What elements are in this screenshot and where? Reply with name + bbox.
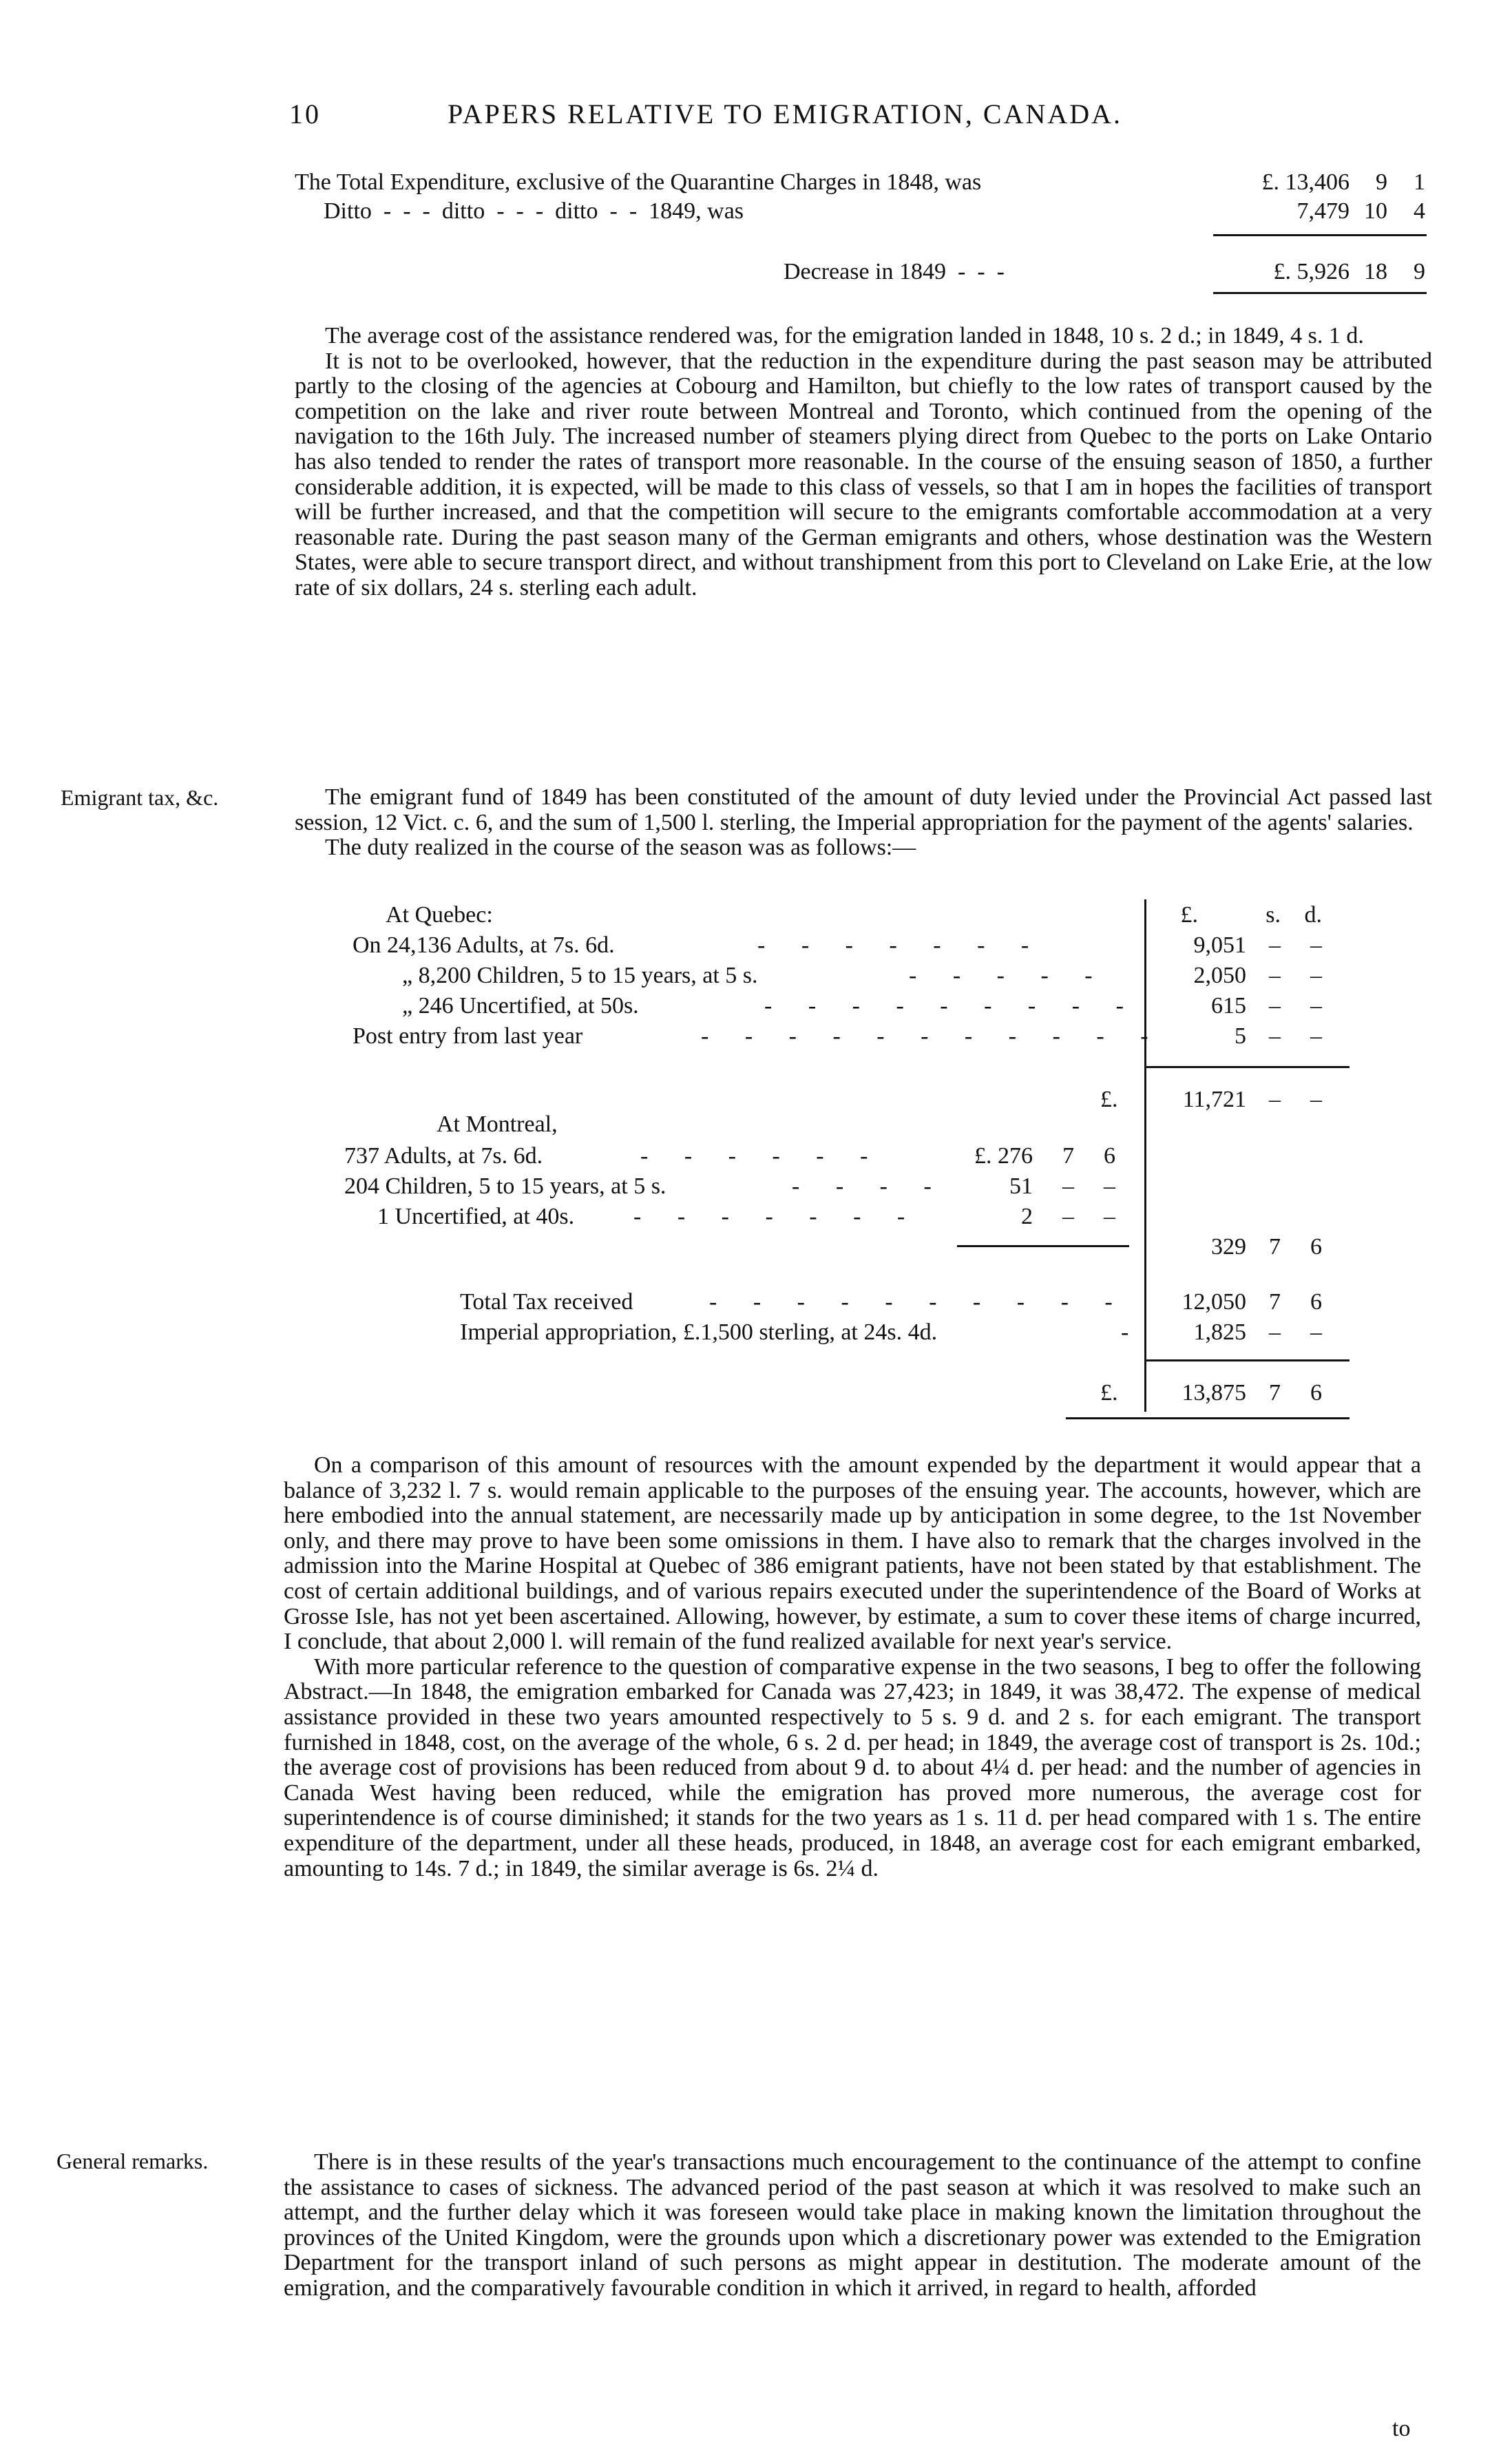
paragraph-average-cost bbox=[295, 324, 1432, 601]
quebec-row-label: „ 8,200 Children, 5 to 15 years, at 5 s. bbox=[402, 963, 758, 988]
montreal-row-shillings: – bbox=[1062, 1173, 1074, 1199]
quebec-total-rule bbox=[1146, 1066, 1350, 1068]
margin-note-emigrant-tax: Emigrant tax, &c. bbox=[61, 785, 219, 810]
decrease-rule bbox=[1213, 292, 1427, 294]
quebec-total-sign: £. bbox=[1100, 1087, 1118, 1112]
total-tax-shillings: 7 bbox=[1269, 1289, 1281, 1315]
grand-total-shillings: 7 bbox=[1269, 1380, 1281, 1406]
catchword: to bbox=[1392, 2416, 1411, 2441]
comparison-text: On a comparison of this amount of resources with the amount expended by the department it would appear that a balance of 3,232 l. 7 s. would remain applicable to the purposes of the ensuing year. The accounts, however, which are here embodied into the annual statement, are necessarily made up by anticipation in some degree, to the 1st November only, and there may prove to have been some omissions in them. I have also to remark that the charges involved in the admission into the Marine Hospital at Quebec of 386 emigrant patients, have not been stated by that establishment. The cost of certain additional buildings, and of various repairs executed under the superintendence of the Board of Works at Grosse Isle, has not yet been ascertained. Allowing, however, by estimate, a sum to cover these items of charge incurred, I conclude, that about 2,000 l. will remain of the fund realized available for next year's service. bbox=[284, 1452, 1421, 1655]
montreal-total-pence: 6 bbox=[1310, 1234, 1322, 1260]
decrease-pence: 9 bbox=[1414, 259, 1425, 284]
grand-total-pence: 6 bbox=[1310, 1380, 1322, 1406]
quebec-total-pence: – bbox=[1310, 1087, 1322, 1112]
leader-dots: - - - - - - - - - bbox=[764, 993, 1139, 1019]
total-tax-pence: 6 bbox=[1310, 1289, 1322, 1315]
quebec-row-pence: – bbox=[1310, 993, 1322, 1019]
general-remarks-text: There is in these results of the year's transactions much encouragement to the continuance of the attempt to confine the assistance to cases of sickness. The advanced period of the past season at which it was resolved to make such an attempt, and the further delay which it was foreseen would take place in making known the limitation throughout the provinces of the United Kingdom, were the grounds upon which a discretionary power was extended to the Emigration Department for the transport inland of such persons as might appear in destitution. The moderate amount of the emigration, and the comparatively favourable condition in which it arrived, in regard to health, afforded bbox=[284, 2149, 1421, 2301]
expenditure-line-2-pence: 4 bbox=[1414, 198, 1425, 224]
imperial-pounds: 1,825 bbox=[1193, 1319, 1246, 1345]
reduction-text: It is not to be overlooked, however, that the reduction in the expenditure during the past season may be attributed partly to the closing of the agencies at Cobourg and Hamilton, but chiefly to the low rates of transport caused by the competition on the lake and river route between Montreal and Toronto, which continued from the opening of the navigation to the 16th July. The increased number of steamers plying direct from Quebec to the ports on Lake Ontario has also tended to render the rates of transport more reasonable. In the course of the ensuing season of 1850, a further considerable addition, it is expected, will be made to this class of vessels, so that I am in hopes the facilities of transport will be further increased, and that the competition will secure to the emigrants comfortable accommodation at a very reasonable rate. During the past season many of the German emigrants and others, whose destination was the Western States, were able to secure transport direct, and without transhipment from this port to Cleveland on Lake Erie, at the low rate of six dollars, 24 s. sterling each adult. bbox=[295, 348, 1432, 601]
abstract-text: With more particular reference to the question of comparative expense in the two seasons, I beg to offer the following Abstract.—In 1848, the emigration embarked for Canada was 27,423; in 1849, it was 38,472. The expense of medical assistance provided in these two years amounted respectively to 5 s. 9 d. and 2 s. for each emigrant. The transport furnished in 1848, cost, on the average of the whole, 6 s. 2 d. per head; in 1849, the average cost of transport is 2s. 10d.; the average cost of provisions has been reduced from about 9 d. to about 4¼ d. per head: and the number of agencies in Canada West having been reduced, while the emigration has proved more numerous, the average cost for superintendence is of course diminished; it stands for the two years as 1 s. 11 d. per head compared with 1 s. The entire expenditure of the department, under all these heads, produced, in 1848, an average cost for each emigrant embarked, amounting to 14s. 7 d.; in 1849, the similar average is 6s. 2¼ d. bbox=[284, 1653, 1421, 1881]
total-tax-pounds: 12,050 bbox=[1182, 1289, 1246, 1315]
montreal-total-pounds: 329 bbox=[1211, 1234, 1246, 1260]
quebec-row-shillings: – bbox=[1269, 993, 1281, 1019]
quebec-total-shillings: – bbox=[1269, 1087, 1281, 1112]
quebec-row-label: Post entry from last year bbox=[353, 1023, 583, 1049]
decrease-label: Decrease in 1849 - - - bbox=[784, 259, 1005, 284]
leader-dots: - - - - - bbox=[909, 963, 1108, 988]
grand-total-sign: £. bbox=[1100, 1380, 1118, 1406]
montreal-row-pence: 6 bbox=[1104, 1143, 1115, 1169]
header-pence: d. bbox=[1304, 902, 1322, 928]
quebec-heading: At Quebec: bbox=[386, 902, 493, 928]
duty-intro-text: The duty realized in the course of the season was as follows:— bbox=[325, 835, 916, 861]
montreal-row-shillings: – bbox=[1062, 1204, 1074, 1229]
montreal-subtotal-rule bbox=[957, 1245, 1129, 1247]
quebec-row-label: On 24,136 Adults, at 7s. 6d. bbox=[353, 932, 615, 958]
leader-dots: - - - - - - - - - - - bbox=[701, 1023, 1164, 1049]
decrease-pounds: £. 5,926 bbox=[1273, 259, 1350, 284]
quebec-row-pounds: 9,051 bbox=[1193, 932, 1246, 958]
montreal-total-shillings: 7 bbox=[1269, 1234, 1281, 1260]
expenditure-line-1-shillings: 9 bbox=[1376, 169, 1387, 195]
imperial-appropriation-label: Imperial appropriation, £.1,500 sterling, at 24s. 4d. bbox=[460, 1319, 938, 1345]
quebec-row-pence: – bbox=[1310, 932, 1322, 958]
leader-dots: - bbox=[1121, 1319, 1129, 1345]
header-pounds: £. bbox=[1180, 902, 1198, 928]
montreal-row-pounds: 2 bbox=[1021, 1204, 1033, 1229]
tax-table-vertical-rule bbox=[1144, 899, 1146, 1412]
leader-dots: - - - - - - bbox=[640, 1143, 883, 1169]
montreal-row-pence: – bbox=[1104, 1204, 1115, 1229]
margin-note-general-remarks: General remarks. bbox=[56, 2149, 209, 2173]
leader-dots: - - - - - - - bbox=[757, 932, 1044, 958]
quebec-row-pounds: 2,050 bbox=[1193, 963, 1246, 988]
paragraph-comparison bbox=[284, 1453, 1421, 1881]
quebec-row-pence: – bbox=[1310, 963, 1322, 988]
quebec-row-pence: – bbox=[1310, 1023, 1322, 1049]
montreal-row-pounds: 51 bbox=[1009, 1173, 1033, 1199]
header-shillings: s. bbox=[1266, 902, 1281, 928]
page-number: 10 bbox=[289, 98, 321, 129]
quebec-row-label: „ 246 Uncertified, at 50s. bbox=[402, 993, 639, 1019]
leader-dots: - - - - - - - bbox=[633, 1204, 921, 1229]
montreal-row-label: 737 Adults, at 7s. 6d. bbox=[344, 1143, 543, 1169]
quebec-row-shillings: – bbox=[1269, 1023, 1281, 1049]
montreal-row-pounds: £. 276 bbox=[974, 1143, 1033, 1169]
average-cost-text: The average cost of the assistance rendered was, for the emigration landed in 1848, 10 s. 2 d.; in 1849, 4 s. 1 d. bbox=[325, 323, 1364, 348]
quebec-row-pounds: 615 bbox=[1211, 993, 1246, 1019]
paragraph-general-remarks bbox=[284, 2150, 1421, 2301]
grand-total-rule bbox=[1146, 1359, 1350, 1361]
total-tax-label: Total Tax received bbox=[460, 1289, 633, 1315]
decrease-shillings: 18 bbox=[1364, 259, 1387, 284]
quebec-row-shillings: – bbox=[1269, 932, 1281, 958]
expenditure-line-2-shillings: 10 bbox=[1364, 198, 1387, 224]
grand-total-pounds: 13,875 bbox=[1182, 1380, 1246, 1406]
montreal-row-pence: – bbox=[1104, 1173, 1115, 1199]
expenditure-rule bbox=[1213, 234, 1427, 236]
expenditure-line-1-pounds: £. 13,406 bbox=[1261, 169, 1350, 195]
emigrant-fund-text: The emigrant fund of 1849 has been constituted of the amount of duty levied under the Provincial Act passed last session, 12 Vict. c. 6, and the sum of 1,500 l. sterling, the Imperial appropriation for the payment of the agents' salaries. bbox=[295, 784, 1432, 835]
expenditure-line-2-pounds: 7,479 bbox=[1296, 198, 1350, 224]
quebec-row-shillings: – bbox=[1269, 963, 1281, 988]
leader-dots: - - - - - - - - - - bbox=[709, 1289, 1128, 1315]
montreal-heading: At Montreal, bbox=[437, 1111, 558, 1137]
quebec-total-pounds: 11,721 bbox=[1182, 1087, 1246, 1112]
expenditure-line-2-label: Ditto - - - ditto - - - ditto - - 1849, was bbox=[324, 198, 744, 224]
page-title: PAPERS RELATIVE TO EMIGRATION, CANADA. bbox=[448, 98, 1122, 129]
montreal-row-label: 204 Children, 5 to 15 years, at 5 s. bbox=[344, 1173, 666, 1199]
grand-total-underline bbox=[1066, 1417, 1350, 1419]
quebec-row-pounds: 5 bbox=[1235, 1023, 1246, 1049]
montreal-row-label: 1 Uncertified, at 40s. bbox=[377, 1204, 575, 1229]
leader-dots: - - - - bbox=[792, 1173, 947, 1199]
expenditure-line-1-pence: 1 bbox=[1414, 169, 1425, 195]
montreal-row-shillings: 7 bbox=[1062, 1143, 1074, 1169]
imperial-shillings: – bbox=[1269, 1319, 1281, 1345]
imperial-pence: – bbox=[1310, 1319, 1322, 1345]
paragraph-emigrant-fund bbox=[295, 785, 1432, 861]
expenditure-line-1-label: The Total Expenditure, exclusive of the Quarantine Charges in 1848, was bbox=[295, 169, 982, 195]
